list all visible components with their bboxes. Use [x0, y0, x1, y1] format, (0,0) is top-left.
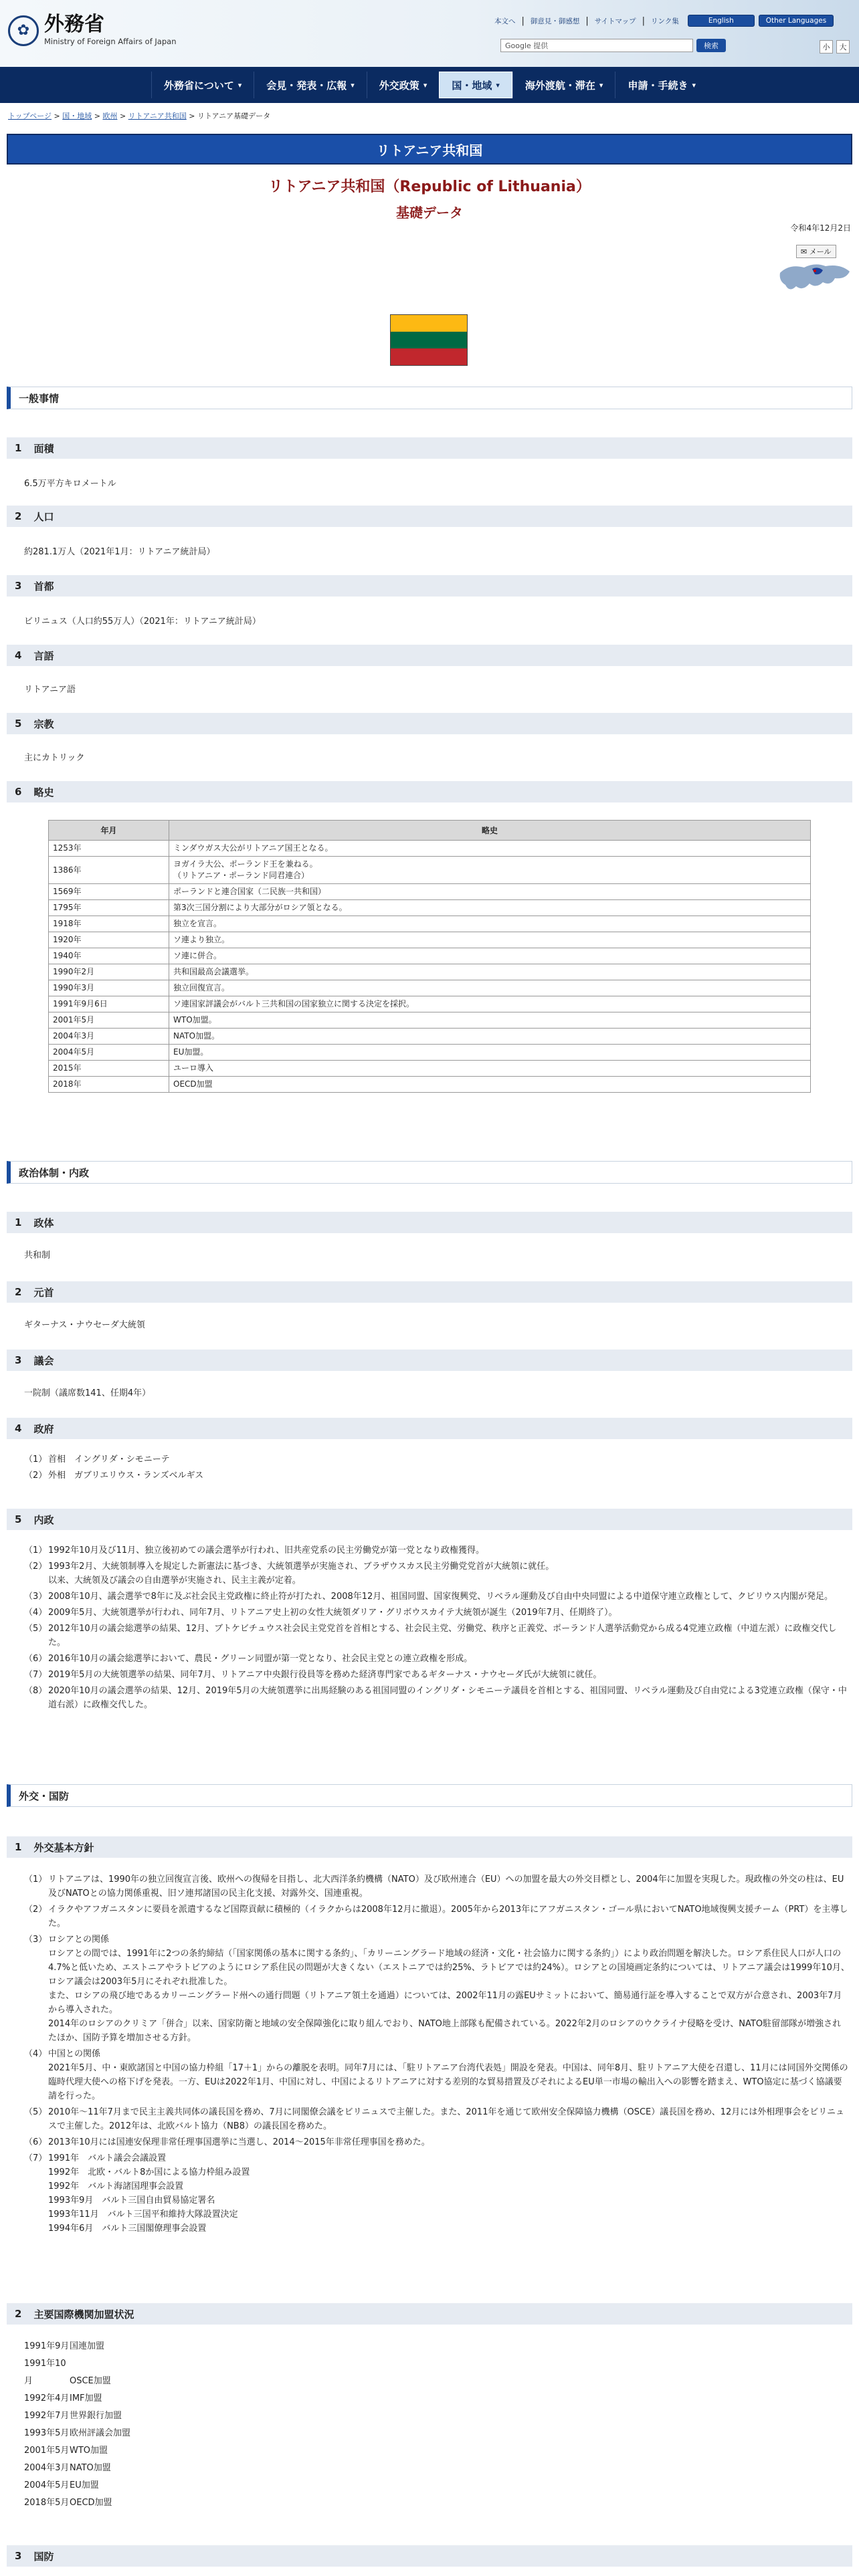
org-name: OECD加盟 — [70, 2498, 112, 2508]
nav-label: 外務省について — [164, 79, 234, 92]
item-number: 1 — [15, 1216, 22, 1228]
section-politics: 政治体制・内政 — [7, 1161, 852, 1184]
logo-title: 外務省 — [44, 13, 104, 36]
item-number: 5 — [15, 718, 22, 730]
org-name: EU加盟 — [70, 2480, 99, 2490]
history-date: 2018年 — [49, 1077, 169, 1093]
history-date: 1386年 — [49, 857, 169, 884]
list-text: 2019年5月の大統領選挙の結果、同年7月、リトアニア中央銀行役員等を務めた経済専門家であるギターナス・ナウセーダ氏が大統領に就任。 — [48, 1670, 602, 1680]
table-row — [49, 964, 811, 980]
history-event: WTO加盟。 — [169, 1012, 811, 1029]
page-title: リトアニア共和国（Republic of Lithuania） — [268, 179, 591, 195]
list-marker: （3） — [24, 1935, 47, 1945]
list-text: リトアニアは、1990年の独立回復宣言後、欧州への復帰を目指し、北大西洋条約機構（NATO）及び欧州連合（EU）への加盟を最大の外交目標とし、2004年に加盟を実現した。現政権の外交の柱は、EU及びNATOとの協力関係重視、旧ソ連邦諸国の民主化支援、対露外交、国連重視。 — [48, 1874, 844, 1899]
history-table — [48, 820, 811, 1093]
history-date: 1940年 — [49, 948, 169, 964]
list-text: 1992年10月及び11月、独立後初めての議会選挙が行われ、旧共産党系の民主労働党が第一党となり政権獲得。 — [48, 1545, 484, 1555]
population-value: 約281.1万人（2021年1月：リトアニア統計局） — [24, 547, 215, 557]
history-event: 第3次三国分割により大部分がロシア領となる。 — [169, 900, 811, 916]
item-number: 3 — [15, 1354, 22, 1366]
subsection-parliament — [7, 1350, 852, 1371]
chevron-down-icon: ▾ — [351, 80, 355, 90]
history-event: NATO加盟。 — [169, 1029, 811, 1045]
item-number: 4 — [15, 1422, 22, 1434]
item-title: 政体 — [33, 1216, 54, 1229]
list-item — [24, 1668, 850, 1682]
item-number: 3 — [15, 580, 22, 592]
search-input[interactable]: Google 提供 — [500, 39, 693, 52]
polity-value: 共和制 — [24, 1251, 51, 1261]
foreign-policy-list — [24, 1872, 850, 2238]
chevron-down-icon: ▾ — [599, 80, 603, 90]
item-title: 内政 — [33, 1513, 54, 1526]
history-date: 1253年 — [49, 841, 169, 857]
table-row — [49, 980, 811, 996]
org-date: 2004年3月 — [24, 2463, 70, 2473]
site-logo[interactable] — [8, 15, 176, 46]
chevron-down-icon: ▾ — [423, 80, 427, 90]
mail-button[interactable] — [796, 245, 836, 258]
history-event: OECD加盟 — [169, 1077, 811, 1093]
history-event: ユーロ導入 — [169, 1061, 811, 1077]
font-small-button[interactable]: 小 — [820, 40, 833, 53]
organizations-list — [24, 2338, 130, 2512]
history-event: 独立回復宣言。 — [169, 980, 811, 996]
table-row — [49, 857, 811, 884]
national-flag — [390, 314, 468, 366]
list-item — [24, 2105, 850, 2133]
search-area — [500, 39, 726, 52]
list-text: ロシアとの関係 ロシアとの間では、1991年に2つの条約締結（「国家関係の基本に関する条約」、「カリーニングラード地域の経済・文化・社会協力に関する条約」）により政治問題を解決した。ロシア系住民人口が人口の4.7%と低いため、エストニアやラトビアのようにロシア系住民の問題が大きくない（エストニアでは約25%、ラトビアでは約24%）。ロシアとの国境画定条約については、リトアニア議会は1999年10月、ロシア議会は2003年5月にそれぞれ批准した。 また、ロシアの飛び地であるカリーニングラード州への通行問題（リトアニア領土を通過）については、2002年11月の露EUサミットにおいて、簡易通行証を導入することで双方が合意され、2003年7月から導入された。 2014年のロシアのクリミア「併合」以来、国家防衛と地域の安全保障強化に取り組んでおり、NATO地上部隊も配備されている。2022年2月のロシアのウクライナ侵略を受け、NATO駐留部隊が増強されたほか、国防予算を増加させる方針。 — [48, 1935, 850, 2043]
subsection-language — [7, 645, 852, 666]
item-title: 外交基本方針 — [33, 1841, 94, 1854]
org-item — [24, 2390, 130, 2407]
list-text: 2008年10月、議会選挙で8年に及ぶ社会民主党政権に終止符が打たれ、2008年12月、祖国同盟、国家復興党、リベラル運動及び自由中央同盟による中道保守連立政権として、クビリウス内閣が発足。 — [48, 1592, 834, 1602]
english-button[interactable]: English — [688, 15, 755, 27]
item-number: 2 — [15, 2308, 22, 2320]
list-item — [24, 2151, 850, 2236]
list-item — [24, 1543, 850, 1558]
list-item — [24, 1590, 850, 1604]
item-title: 言語 — [33, 649, 54, 662]
list-item — [24, 1933, 850, 2045]
global-nav — [0, 67, 859, 103]
org-item — [24, 2338, 130, 2355]
subsection-history — [7, 781, 852, 802]
list-marker: （6） — [24, 1654, 47, 1664]
nav-label: 会見・発表・広報 — [266, 79, 347, 92]
list-text: 1993年2月、大統領制導入を規定した新憲法に基づき、大統領選挙が実施され、ブラザウスカス民主労働党党首が大統領に就任。 以来、大統領及び議会の自由選挙が実施され、民主主義が定着。 — [48, 1562, 555, 1586]
util-link-sitemap[interactable]: サイトマップ — [594, 17, 636, 25]
list-item — [24, 1652, 850, 1666]
history-date: 1918年 — [49, 916, 169, 932]
breadcrumb-current: リトアニア基礎データ — [197, 112, 271, 120]
util-link-links[interactable]: リンク集 — [651, 17, 679, 25]
util-link-skip[interactable]: 本文へ — [494, 17, 516, 25]
nav-label: 外交政策 — [379, 79, 419, 92]
org-item — [24, 2425, 130, 2442]
history-event: 共和国最高会議選挙。 — [169, 964, 811, 980]
list-marker: （4） — [24, 2049, 47, 2059]
utility-links: 本文へ | 御意見・御感想 | サイトマップ | リンク集 English Other Languages — [492, 15, 834, 27]
section-general: 一般事情 — [7, 387, 852, 409]
nav-policy[interactable] — [367, 72, 440, 98]
table-row — [49, 932, 811, 948]
breadcrumb: トップページ > 国・地域 > 欧州 > リトアニア共和国 > リトアニア基礎データ — [8, 112, 271, 120]
breadcrumb-region[interactable]: 国・地域 — [62, 112, 92, 120]
list-item — [24, 1453, 850, 1467]
table-row — [49, 841, 811, 857]
list-item — [24, 1606, 850, 1620]
history-date: 2015年 — [49, 1061, 169, 1077]
nav-about[interactable] — [151, 72, 254, 98]
table-row — [49, 948, 811, 964]
language-value: リトアニア語 — [24, 685, 76, 695]
list-text: 2010年〜11年7月まで民主主義共同体の議長国を務め、7月に同閣僚会議をビリニュスで主催した。また、2011年を通じて欧州安全保障協力機構（OSCE）議長国を務め、12月には外相理事会をビリニュスで主催した。2012年は、北欧バルト協力（NB8）の議長国を務めた。 — [48, 2107, 845, 2131]
org-date: 1993年5月 — [24, 2428, 70, 2438]
mail-icon: ✉ — [801, 247, 807, 256]
org-item — [24, 2355, 130, 2390]
history-date: 2004年5月 — [49, 1045, 169, 1061]
logo-subtitle: Ministry of Foreign Affairs of Japan — [44, 37, 177, 46]
list-marker: （2） — [24, 1562, 47, 1572]
history-date: 2004年3月 — [49, 1029, 169, 1045]
religion-value: 主にカトリック — [24, 753, 85, 763]
font-large-button[interactable]: 大 — [836, 40, 850, 53]
list-marker: （5） — [24, 2107, 47, 2117]
org-date: 2001年5月 — [24, 2446, 70, 2456]
list-item — [24, 1469, 850, 1483]
breadcrumb-top[interactable]: トップページ — [8, 112, 52, 120]
history-header-event: 略史 — [169, 821, 811, 841]
area-value: 6.5万平方キロメートル — [24, 479, 116, 489]
update-date: 令和4年12月2日 — [790, 223, 851, 233]
nav-travel[interactable] — [512, 72, 615, 98]
item-number: 2 — [15, 510, 22, 522]
search-button[interactable]: 検索 — [696, 39, 726, 52]
table-row — [49, 1029, 811, 1045]
list-text: 中国との関係 2021年5月、中・東欧諸国と中国の協力枠組「17＋1」からの離脱を表明。同年7月には、「駐リトアニア台湾代表処」開設を発表。中国は、同年8月、駐リトアニア大使を召還し、11月には同国外交関係の臨時代理大使への格下げを発表。一方、EUは2022年1月、中国に対し、中国によるリトアニアに対する差別的な貿易措置及びそれによるEU単一市場の輸出入への影響を踏まえ、WTO協定に基づく協議要請を行った。 — [48, 2049, 848, 2101]
chevron-down-icon: ▾ — [692, 80, 696, 90]
list-marker: （7） — [24, 1670, 47, 1680]
history-date: 1569年 — [49, 884, 169, 900]
list-marker: （6） — [24, 2137, 47, 2147]
table-row — [49, 1077, 811, 1093]
world-map-icon — [776, 259, 854, 300]
org-name: IMF加盟 — [70, 2393, 102, 2403]
subsection-area — [7, 437, 852, 459]
history-date: 1990年2月 — [49, 964, 169, 980]
item-number: 1 — [15, 1841, 22, 1853]
list-item — [24, 1622, 850, 1650]
list-item — [24, 1684, 850, 1712]
subsection-head-of-state — [7, 1281, 852, 1303]
org-date: 1991年10月 — [24, 2359, 66, 2386]
item-title: 主要国際機関加盟状況 — [33, 2308, 134, 2321]
org-item — [24, 2442, 130, 2460]
item-title: 面積 — [33, 442, 54, 455]
util-link-feedback[interactable]: 御意見・御感想 — [530, 17, 580, 25]
flag-stripe-green — [391, 332, 467, 348]
subsection-foreign-policy — [7, 1836, 852, 1858]
page-title-bar: リトアニア共和国 — [7, 134, 852, 165]
capital-value: ビリニュス（人口約55万人）（2021年：リトアニア統計局） — [24, 617, 261, 627]
emblem-icon: ✿ — [8, 15, 39, 46]
breadcrumb-lithuania[interactable]: リトアニア共和国 — [128, 112, 187, 120]
history-header-date: 年月 — [49, 821, 169, 841]
subsection-population — [7, 506, 852, 527]
list-text: 外相 ガブリエリウス・ランズベルギス — [48, 1471, 204, 1481]
head-of-state-value: ギターナス・ナウセーダ大統領 — [24, 1320, 145, 1330]
list-item — [24, 1560, 850, 1588]
history-event: ソ連に併合。 — [169, 948, 811, 964]
org-date: 1992年7月 — [24, 2411, 70, 2421]
subsection-religion — [7, 713, 852, 734]
org-name: OSCE加盟 — [70, 2376, 111, 2386]
subsection-organizations — [7, 2303, 852, 2325]
nav-region[interactable] — [439, 72, 512, 98]
org-date: 2004年5月 — [24, 2480, 70, 2490]
org-item — [24, 2477, 130, 2494]
org-name: 欧州評議会加盟 — [70, 2428, 131, 2438]
org-name: 国連加盟 — [70, 2341, 105, 2351]
subsection-domestic — [7, 1509, 852, 1530]
list-text: 1991年 バルト議会会議設置 1992年 北欧・バルト8か国による協力枠組み設置 1992年 バルト海諸国理事会設置 1993年9月 バルト三国自由貿易協定署名 1993年11月 バルト三国平和維持大隊設置決定 1994年6月 バルト三国閣僚理事会設置 — [48, 2153, 250, 2234]
chevron-down-icon: ▾ — [496, 80, 500, 90]
item-number: 3 — [15, 2550, 22, 2562]
page-subtitle: 基礎データ — [396, 205, 463, 221]
list-marker: （1） — [24, 1455, 47, 1465]
org-name: NATO加盟 — [70, 2463, 111, 2473]
list-text: 首相 イングリダ・シモニーテ — [48, 1455, 170, 1465]
table-row — [49, 900, 811, 916]
domestic-list — [24, 1543, 850, 1714]
list-marker: （1） — [24, 1874, 47, 1885]
item-number: 5 — [15, 1513, 22, 1525]
history-date: 1991年9月6日 — [49, 996, 169, 1012]
item-title: 国防 — [33, 2550, 54, 2563]
parliament-value: 一院制（議席数141、任期4年） — [24, 1388, 151, 1398]
section-foreign: 外交・国防 — [7, 1784, 852, 1807]
list-marker: （2） — [24, 1471, 47, 1481]
history-event: ソ連国家評議会がバルト三共和国の国家独立に関する決定を採択。 — [169, 996, 811, 1012]
history-date: 1795年 — [49, 900, 169, 916]
history-event: ポーランドと連合国家（二民族一共和国） — [169, 884, 811, 900]
history-event: ソ連より独立。 — [169, 932, 811, 948]
table-row — [49, 1061, 811, 1077]
table-row — [49, 884, 811, 900]
item-title: 元首 — [33, 1286, 54, 1299]
flag-stripe-yellow — [391, 315, 467, 332]
item-title: 宗教 — [33, 718, 54, 730]
nav-procedures[interactable] — [615, 72, 708, 98]
list-marker: （1） — [24, 1545, 47, 1555]
list-text: イラクやアフガニスタンに要員を派遣するなど国際貢献に積極的（イラクからは2008年12月に撤退）。2005年から2013年にアフガニスタン・ゴール県においてNATO地域復興支援チーム（PRT）を主導した。 — [48, 1905, 848, 1929]
subsection-polity — [7, 1212, 852, 1233]
history-event: ミンダウガス大公がリトアニア国王となる。 — [169, 841, 811, 857]
item-title: 首都 — [33, 580, 54, 593]
history-event: 独立を宣言。 — [169, 916, 811, 932]
subsection-capital — [7, 575, 852, 597]
history-date: 2001年5月 — [49, 1012, 169, 1029]
org-item — [24, 2494, 130, 2512]
org-date: 2018年5月 — [24, 2498, 70, 2508]
org-name: WTO加盟 — [70, 2446, 108, 2456]
government-list — [24, 1453, 850, 1485]
list-marker: （2） — [24, 1905, 47, 1915]
list-text: 2020年10月の議会選挙の結果、12月、2019年5月の大統領選挙に出馬経験のある祖国同盟のイングリダ・シモニーテ議員を首相とする、祖国同盟、リベラル運動及び自由党による3党連立政権（保守・中道右派）に政権交代した。 — [48, 1686, 847, 1710]
list-item — [24, 2135, 850, 2149]
list-item — [24, 1903, 850, 1931]
flag-stripe-red — [391, 348, 467, 365]
item-title: 議会 — [33, 1354, 54, 1367]
nav-label: 申請・手続き — [628, 79, 688, 92]
site-header — [0, 0, 859, 67]
org-date: 1992年4月 — [24, 2393, 70, 2403]
font-size-controls — [820, 40, 850, 53]
list-text: 2016年10月の議会総選挙において、農民・グリーン同盟が第一党となり、社会民主党との連立政権を形成。 — [48, 1654, 473, 1664]
item-number: 1 — [15, 442, 22, 454]
list-marker: （5） — [24, 1624, 47, 1634]
list-item — [24, 1872, 850, 1901]
nav-press[interactable] — [254, 72, 367, 98]
org-item — [24, 2460, 130, 2477]
item-title: 人口 — [33, 510, 54, 523]
item-number: 6 — [15, 786, 22, 798]
subsection-defense — [7, 2545, 852, 2567]
list-text: 2013年10月には国連安保理非常任理事国選挙に当選し、2014〜2015年非常任理事国を務めた。 — [48, 2137, 430, 2147]
list-marker: （4） — [24, 1608, 47, 1618]
list-marker: （8） — [24, 1686, 47, 1696]
table-row — [49, 1045, 811, 1061]
list-text: 2012年10月の議会総選挙の結果、12月、ブトケビチュウス社会民主党党首を首相とする、社会民主党、労働党、秩序と正義党、ポーランド人選挙活動党から成る4党連立政権（中道左派）に政権交代した。 — [48, 1624, 837, 1648]
breadcrumb-europe[interactable]: 欧州 — [102, 112, 118, 120]
org-item — [24, 2407, 130, 2425]
item-number: 4 — [15, 649, 22, 661]
table-row — [49, 1012, 811, 1029]
table-row — [49, 916, 811, 932]
chevron-down-icon: ▾ — [237, 80, 242, 90]
subsection-government — [7, 1418, 852, 1439]
org-date: 1991年9月 — [24, 2341, 70, 2351]
table-row — [49, 996, 811, 1012]
history-event: ヨガイラ大公、ポーランド王を兼ねる。 （リトアニア・ポーランド同君連合） — [169, 857, 811, 884]
list-item — [24, 2047, 850, 2103]
history-date: 1920年 — [49, 932, 169, 948]
item-number: 2 — [15, 1286, 22, 1298]
list-marker: （7） — [24, 2153, 47, 2163]
history-event: EU加盟。 — [169, 1045, 811, 1061]
nav-label: 国・地域 — [452, 79, 492, 92]
list-text: 2009年5月、大統領選挙が行われ、同年7月、リトアニア史上初の女性大統領ダリア・グリボウスカイテ大統領が誕生（2019年7月、任期終了）。 — [48, 1608, 617, 1618]
mail-label: メール — [809, 247, 832, 256]
history-date: 1990年3月 — [49, 980, 169, 996]
list-marker: （3） — [24, 1592, 47, 1602]
other-languages-button[interactable]: Other Languages — [759, 15, 834, 27]
item-title: 政府 — [33, 1422, 54, 1435]
item-title: 略史 — [33, 786, 54, 798]
org-name: 世界銀行加盟 — [70, 2411, 122, 2421]
nav-label: 海外渡航・滞在 — [524, 79, 595, 92]
